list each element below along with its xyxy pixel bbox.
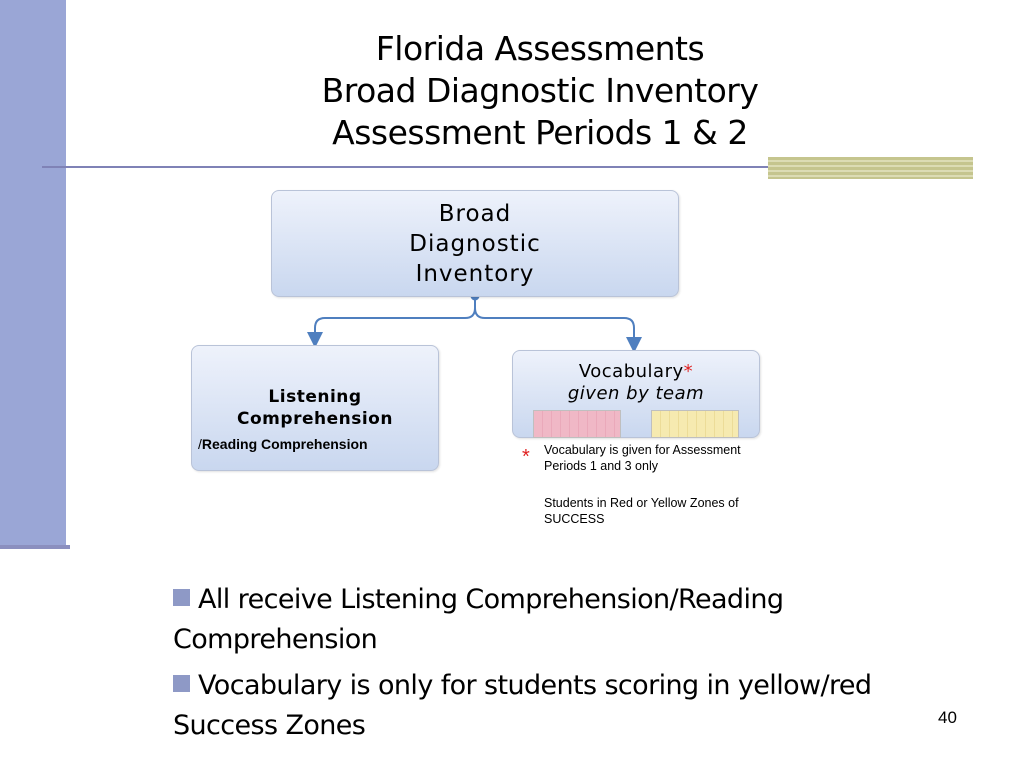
listening-line-1: Listening — [268, 387, 362, 407]
reading-comprehension-text: Reading Comprehension — [201, 436, 368, 452]
square-bullet-icon — [173, 589, 190, 606]
footnote-periods: Vocabulary is given for Assessment Periods 1 and 3 only — [544, 443, 741, 473]
square-bullet-icon — [173, 675, 190, 692]
yellow-zone-swatch — [651, 410, 739, 438]
bdi-root-box — [271, 190, 679, 297]
title-line-1: Florida Assessments — [375, 29, 705, 68]
bullet-item — [173, 666, 913, 746]
connector-to-vocabulary — [475, 296, 634, 345]
bdi-line-2: Diagnostic — [409, 231, 541, 257]
vocabulary-title: Vocabulary — [578, 361, 684, 382]
footnote-asterisk: * — [522, 446, 530, 468]
bdi-line-3: Inventory — [415, 261, 535, 287]
reading-comprehension-label — [198, 436, 438, 452]
bullet-text: All receive Listening Comprehension/Reading Comprehension — [173, 584, 784, 655]
title-line-2: Broad Diagnostic Inventory — [321, 71, 759, 110]
title-line-3: Assessment Periods 1 & 2 — [332, 113, 748, 152]
slash-prefix: / — [198, 436, 202, 452]
bdi-line-1: Broad — [438, 201, 512, 227]
vocabulary-asterisk: * — [683, 361, 694, 382]
listening-line-2: Comprehension — [237, 409, 393, 429]
bullet-text: Vocabulary is only for students scoring in yellow/red Success Zones — [173, 670, 872, 741]
bullet-item — [173, 580, 913, 660]
connector-to-listening — [315, 296, 475, 340]
page-number: 40 — [938, 708, 957, 727]
bullet-list — [173, 580, 913, 752]
red-zone-swatch — [533, 410, 621, 438]
listening-comprehension-box — [191, 345, 439, 471]
footnote-zones: Students in Red or Yellow Zones of SUCCESS — [544, 496, 739, 526]
vocabulary-subtitle: given by team — [567, 383, 705, 404]
